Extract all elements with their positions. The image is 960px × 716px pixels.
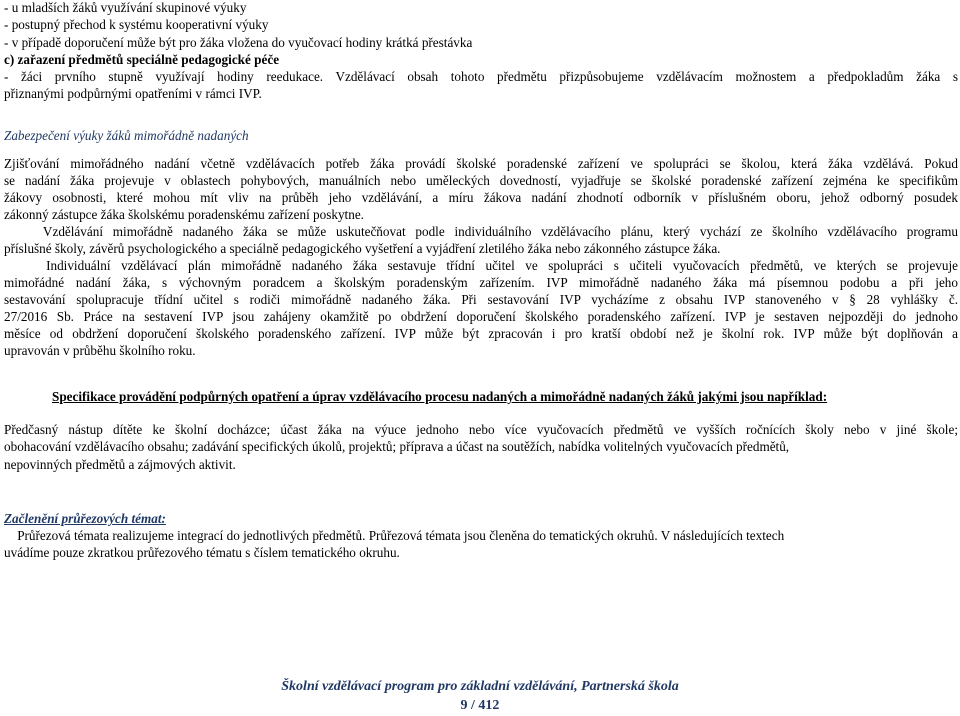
paragraph-line: měsíce od obdržení doporučení školského poradenského zařízení. IVP může být zpracován i pro kratší období než je školní rok. IVP může být doplňován a <box>4 326 958 341</box>
paragraph-line: Zjišťování mimořádného nadání včetně vzdělávacích potřeb žáka provádí školské poradenské zařízení ve spolupráci se školou, která žáka vzdělává. Pokud <box>4 156 958 171</box>
paragraph-line: se nadání žáka projevuje v oblastech pohybových, manuálních nebo uměleckých dovedností, vyjadřuje se školské poradenské zařízení zejména ke specifikům <box>4 173 958 188</box>
list-item: - postupný přechod k systému kooperativní výuky <box>4 17 269 32</box>
paragraph-line: zákonný zástupce žáka školskému poradenskému zařízení poskytne. <box>4 207 364 222</box>
reeducation-heading: c) zařazení předmětů speciálně pedagogické péče <box>4 52 280 67</box>
paragraph-line: žákovy osobnosti, které mohou mít vliv na průběh jeho vzdělávání, a míru žákova nadání zhodnotí odborník v příslušném oboru, jehož odborný posudek <box>4 190 958 205</box>
paragraph-line: 27/2016 Sb. Práce na sestavení IVP jsou zahájeny okamžitě po obdržení doporučení školského poradenského zařízení. IVP je sestaven nejpozději do jednoho <box>4 309 958 324</box>
paragraph-line: Průřezová témata realizujeme integrací do jednotlivých předmětů. Průřezová témata jsou členěna do tematických okruhů. V následujících textech <box>4 528 785 543</box>
paragraph-line: nepovinných předmětů a zájmových aktivit. <box>4 457 236 472</box>
page-number: 9 / 412 <box>460 698 500 713</box>
paragraph-line: Individuální vzdělávací plán mimořádně nadaného žáka sestavuje třídní učitel ve spolupráci s učiteli vyučovacích předmětů, ve kterých se projevuje <box>4 258 958 273</box>
paragraph-line: Předčasný nástup dítěte ke školní docházce; účast žáka na výuce jednoho nebo více vyučovacích předmětů ve vyšších ročnících školy nebo v jiné škole; <box>4 422 958 437</box>
section-heading-cross-topics: Začlenění průřezových témat: <box>4 511 166 526</box>
paragraph-line: Vzdělávání mimořádně nadaného žáka se může uskutečňovat podle individuálního vzdělávacího plánu, který vychází ze školního vzdělávacího programu <box>4 224 958 239</box>
paragraph-line: přiznanými podpůrnými opatřeními v rámci IVP. <box>4 86 262 101</box>
list-item: - u mladších žáků využívání skupinové výuky <box>4 0 247 15</box>
list-item: - v případě doporučení může být pro žáka vložena do vyučovací hodiny krátká přestávka <box>4 35 473 50</box>
footer-title: Školní vzdělávací program pro základní vzdělávání, Partnerská škola <box>281 679 679 694</box>
section-heading-specification: Specifikace provádění podpůrných opatření a úprav vzdělávacího procesu nadaných a mimořádně nadaných žáků jakými jsou například: <box>52 389 828 404</box>
paragraph-line: sestavování spolupracuje třídní učitel s rodiči mimořádně nadaného žáka. Při sestavování IVP vycházíme z obsahu IVP stanoveného v § 28 vyhlášky č. <box>4 292 958 307</box>
paragraph-line: - žáci prvního stupně využívají hodiny reedukace. Vzdělávací obsah tohoto předmětu přizpůsobujeme vzdělávacím možnostem a předpokladům žáka s <box>4 69 958 84</box>
section-heading-gifted: Zabezpečení výuky žáků mimořádně nadaných <box>4 128 249 143</box>
paragraph-line: upravován v průběhu školního roku. <box>4 343 196 358</box>
paragraph-line: uvádíme pouze zkratkou průřezového tématu s číslem tematického okruhu. <box>4 545 400 560</box>
paragraph-line: mimořádné nadání žáka, s výchovným poradcem a školským poradenským zařízením. IVP mimořádně nadaného žáka má písemnou podobu a při jeho <box>4 275 958 290</box>
paragraph-line: obohacování vzdělávacího obsahu; zadávání specifických úkolů, projektů; příprava a účast na soutěžích, nabídka volitelných vyučovacích předmětů, <box>4 439 790 454</box>
paragraph-line: příslušné školy, závěrů psychologického a speciálně pedagogického vyšetření a vyjádření zletilého žáka nebo zákonného zástupce žáka. <box>4 241 721 256</box>
